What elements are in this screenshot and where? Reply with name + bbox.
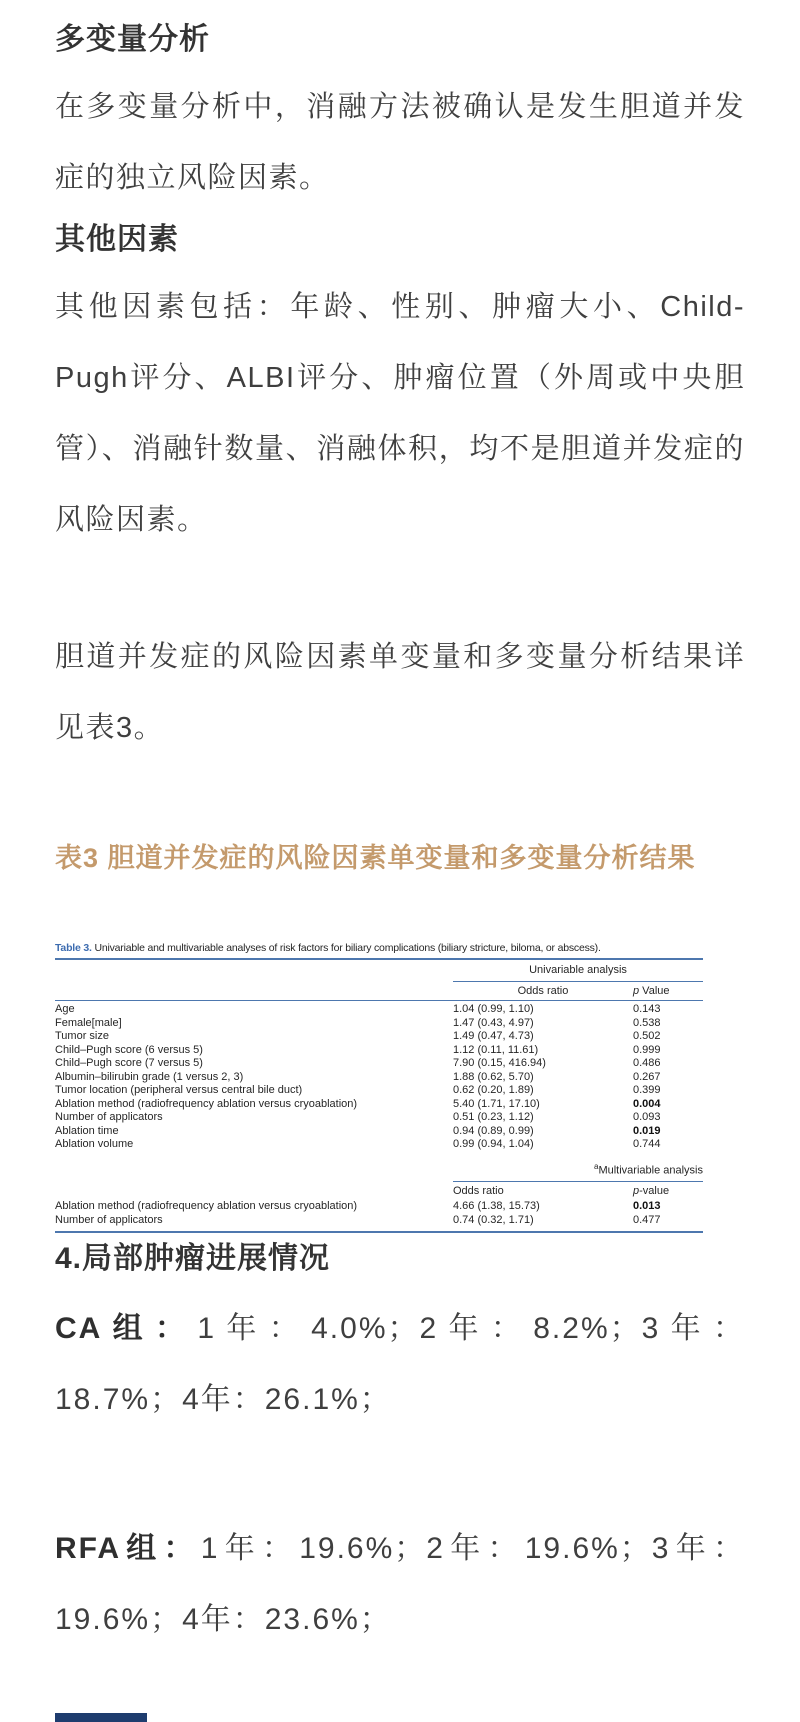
spacer-cell <box>55 1185 453 1199</box>
rfa-group-values: 1年：19.6%；2年：19.6%；3年：19.6%；4年：23.6%； <box>55 1532 746 1637</box>
univariable-header-row <box>55 960 703 982</box>
paragraph-ca-group <box>55 1293 745 1435</box>
table3-figure-title <box>55 941 703 955</box>
paragraph-multivariable-analysis: 在多变量分析中，消融方法被确认是发生胆道并发症的独立风险因素。 <box>55 91 745 194</box>
table-row: Ablation volume 0.99 (0.94, 1.04) 0.744 <box>55 1138 661 1150</box>
rfa-group-label: RFA组： <box>55 1532 201 1566</box>
odds-ratio-column-header: Odds ratio <box>453 1184 504 1197</box>
paragraph-see-table3: 胆道并发症的风险因素单变量和多变量分析结果详见表3。 <box>55 641 745 744</box>
heading-multivariable-analysis: 多变量分析 <box>55 23 210 56</box>
table-row: Ablation time 0.94 (0.89, 0.99) 0.019 <box>55 1124 661 1137</box>
spacer-cell <box>55 985 453 999</box>
multivariable-column-header-row <box>55 1182 703 1201</box>
ca-group-values: 1年：4.0%；2年：8.2%；3年：18.7%；4年：26.1%； <box>55 1312 745 1417</box>
next-section-divider-bar <box>55 1713 147 1722</box>
heading-local-tumor-progression: 4.局部肿瘤进展情况 <box>55 1242 331 1276</box>
ca-group-label: CA组： <box>55 1312 198 1346</box>
table-row: Child–Pugh score (7 versus 5) 7.90 (0.15, 416.94) 0.486 <box>55 1057 661 1069</box>
table-row: Tumor size 1.49 (0.47, 4.73) 0.502 <box>55 1030 661 1042</box>
table-rule-header <box>55 1000 703 1001</box>
odds-ratio-column-header: Odds ratio <box>517 984 569 997</box>
multivariable-rows <box>55 1200 703 1227</box>
univariable-analysis-header: Univariable analysis <box>453 960 703 982</box>
p-value-column-header: p Value <box>633 984 670 997</box>
table-row: Albumin–bilirubin grade (1 versus 2, 3) 1.88 (0.62, 5.70) 0.267 <box>55 1070 661 1083</box>
multivariable-analysis-header: $^a$Multivariable analysis <box>453 1152 703 1182</box>
p-value-column-header: p-value <box>633 1184 670 1197</box>
univariable-rows <box>55 1003 703 1152</box>
heading-other-factors: 其他因素 <box>55 223 179 256</box>
spacer-cell <box>55 960 453 982</box>
table3-title-text: Univariable and multivariable analyses of risk factors for biliary complications (biliary stricture, biloma, or abscess). <box>94 942 601 954</box>
table-row: Child–Pugh score (6 versus 5) 1.12 (0.11, 11.61) 0.999 <box>55 1043 661 1056</box>
table3-figure <box>55 941 703 1233</box>
table-row: Female[male] 1.47 (0.43, 4.97) 0.538 <box>55 1016 661 1029</box>
table-row: Tumor location (peripheral versus central bile duct) 0.62 (0.20, 1.89) 0.399 <box>55 1084 661 1096</box>
spacer-cell <box>55 1152 453 1182</box>
table3-caption: 表3 胆道并发症的风险因素单变量和多变量分析结果 <box>55 843 696 873</box>
paragraph-rfa-group <box>55 1513 745 1655</box>
table-row: Age 1.04 (0.99, 1.10) 0.143 <box>55 1003 661 1015</box>
paragraph-other-factors: 其他因素包括：年龄、性别、肿瘤大小、Child-Pugh评分、ALBI评分、肿瘤位置（外周或中央胆管）、消融针数量、消融体积，均不是胆道并发症的风险因素。 <box>55 291 745 536</box>
table-row: Number of applicators 0.74 (0.32, 1.71) 0.477 <box>55 1213 661 1226</box>
table-row: Ablation method (radiofrequency ablation versus cryoablation) 5.40 (1.71, 17.10) 0.004 <box>55 1097 661 1110</box>
table3-title-label: Table 3. <box>55 942 92 954</box>
multivariable-header-row <box>55 1152 703 1182</box>
univariable-column-header-row <box>55 982 703 1001</box>
table-row: Ablation method (radiofrequency ablation versus cryoablation) 4.66 (1.38, 15.73) 0.013 <box>55 1200 661 1213</box>
table-row: Number of applicators 0.51 (0.23, 1.12) 0.093 <box>55 1111 661 1123</box>
